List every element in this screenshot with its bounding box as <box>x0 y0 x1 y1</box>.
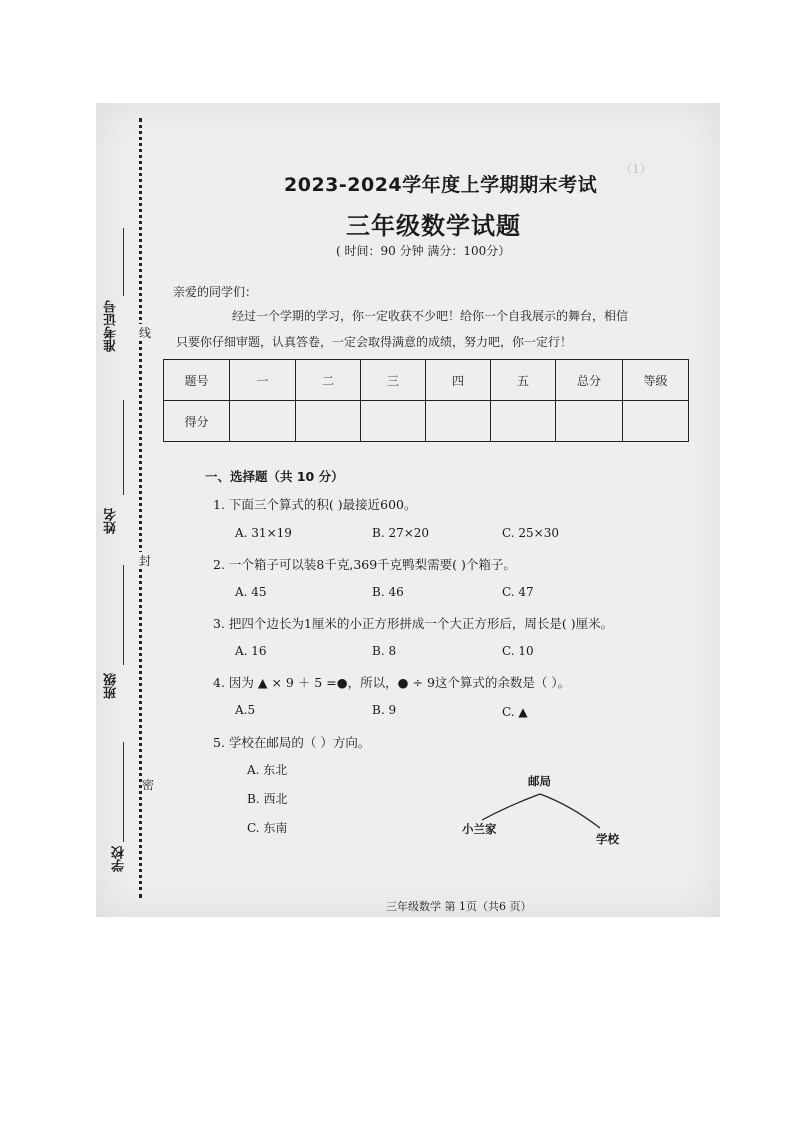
question-3: 3. 把四个边长为1厘米的小正方形拼成一个大正方形后，周长是( )厘米。 <box>213 616 614 631</box>
question-2-option-a[interactable]: A. 45 <box>235 585 267 599</box>
diagram-home-label: 小兰家 <box>462 822 497 836</box>
side-field-exam-number: 准考证号 <box>104 300 119 352</box>
score-table-score-row <box>164 401 689 442</box>
intro-line-1: 经过一个学期的学习，你一定收获不少吧！给你一个自我展示的舞台，相信 <box>232 309 629 323</box>
question-5-option-b[interactable]: B. 西北 <box>247 792 288 806</box>
side-field-line-2 <box>123 400 124 495</box>
score-header-cell: 三 <box>361 360 426 401</box>
score-header-cell: 五 <box>491 360 556 401</box>
question-2-option-b[interactable]: B. 46 <box>372 585 404 599</box>
page-footer: 三年级数学 第 1页（共6 页） <box>386 900 532 913</box>
bleed-through-text: （1） <box>620 162 652 176</box>
score-input-cell[interactable] <box>556 401 623 442</box>
side-field-class: 班级 <box>104 673 119 699</box>
seal-mark-seal: 封 <box>139 554 152 568</box>
score-header-cell: 四 <box>426 360 491 401</box>
side-field-name: 姓名 <box>104 508 119 534</box>
score-input-cell[interactable] <box>296 401 361 442</box>
question-4: 4. 因为 ▲ × 9 ＋ 5 =●，所以，● ÷ 9这个算式的余数是（ ）。 <box>213 675 571 690</box>
score-input-cell[interactable] <box>230 401 296 442</box>
exam-subtitle: ( 时间：90 分钟 满分：100分） <box>336 244 511 258</box>
question-1: 1. 下面三个算式的积( )最接近600。 <box>213 497 417 512</box>
seal-mark-secret: 密 <box>142 778 155 792</box>
question-2: 2. 一个箱子可以装8千克,369千克鸭梨需要( )个箱子。 <box>213 557 516 572</box>
question-5-option-a[interactable]: A. 东北 <box>247 763 288 777</box>
diagram-school-label: 学校 <box>596 832 619 846</box>
score-header-cell: 一 <box>230 360 296 401</box>
question-3-option-a[interactable]: A. 16 <box>235 644 267 658</box>
question-3-option-b[interactable]: B. 8 <box>372 644 397 658</box>
section-heading: 一、选择题（共 10 分） <box>205 469 344 484</box>
question-1-option-a[interactable]: A. 31×19 <box>235 526 292 540</box>
question-3-option-c[interactable]: C. 10 <box>502 644 534 658</box>
question-5: 5. 学校在邮局的（ ）方向。 <box>213 735 371 750</box>
question-1-option-b[interactable]: B. 27×20 <box>372 526 430 540</box>
subject-title: 三年级数学试题 <box>346 212 521 240</box>
greeting: 亲爱的同学们： <box>173 285 258 299</box>
score-row-label: 得分 <box>164 401 230 442</box>
question-4-option-c[interactable]: C. ▲ <box>502 705 528 719</box>
score-header-cell: 二 <box>296 360 361 401</box>
question-5-option-c[interactable]: C. 东南 <box>247 821 288 835</box>
exam-title: 2023-2024学年度上学期期末考试 <box>284 174 598 196</box>
question-2-option-c[interactable]: C. 47 <box>502 585 534 599</box>
side-field-school: 学校 <box>112 846 127 872</box>
question-4-option-b[interactable]: B. 9 <box>372 703 397 717</box>
side-field-line-1 <box>123 228 124 296</box>
side-field-line-3 <box>123 565 124 665</box>
score-header-cell: 题号 <box>164 360 230 401</box>
score-input-cell[interactable] <box>623 401 689 442</box>
score-input-cell[interactable] <box>491 401 556 442</box>
question-1-option-c[interactable]: C. 25×30 <box>502 526 559 540</box>
score-header-cell: 等级 <box>623 360 689 401</box>
score-input-cell[interactable] <box>426 401 491 442</box>
score-header-cell: 总分 <box>556 360 623 401</box>
question-4-option-a[interactable]: A.5 <box>235 703 256 717</box>
seal-mark-line: 线 <box>139 326 152 340</box>
score-table-header-row <box>164 360 689 401</box>
intro-line-2: 只要你仔细审题，认真答卷，一定会取得满意的成绩，努力吧，你一定行！ <box>176 335 573 349</box>
score-table <box>163 359 689 442</box>
side-field-line-4 <box>123 742 124 842</box>
diagram-post-office-label: 邮局 <box>528 774 551 788</box>
score-input-cell[interactable] <box>361 401 426 442</box>
